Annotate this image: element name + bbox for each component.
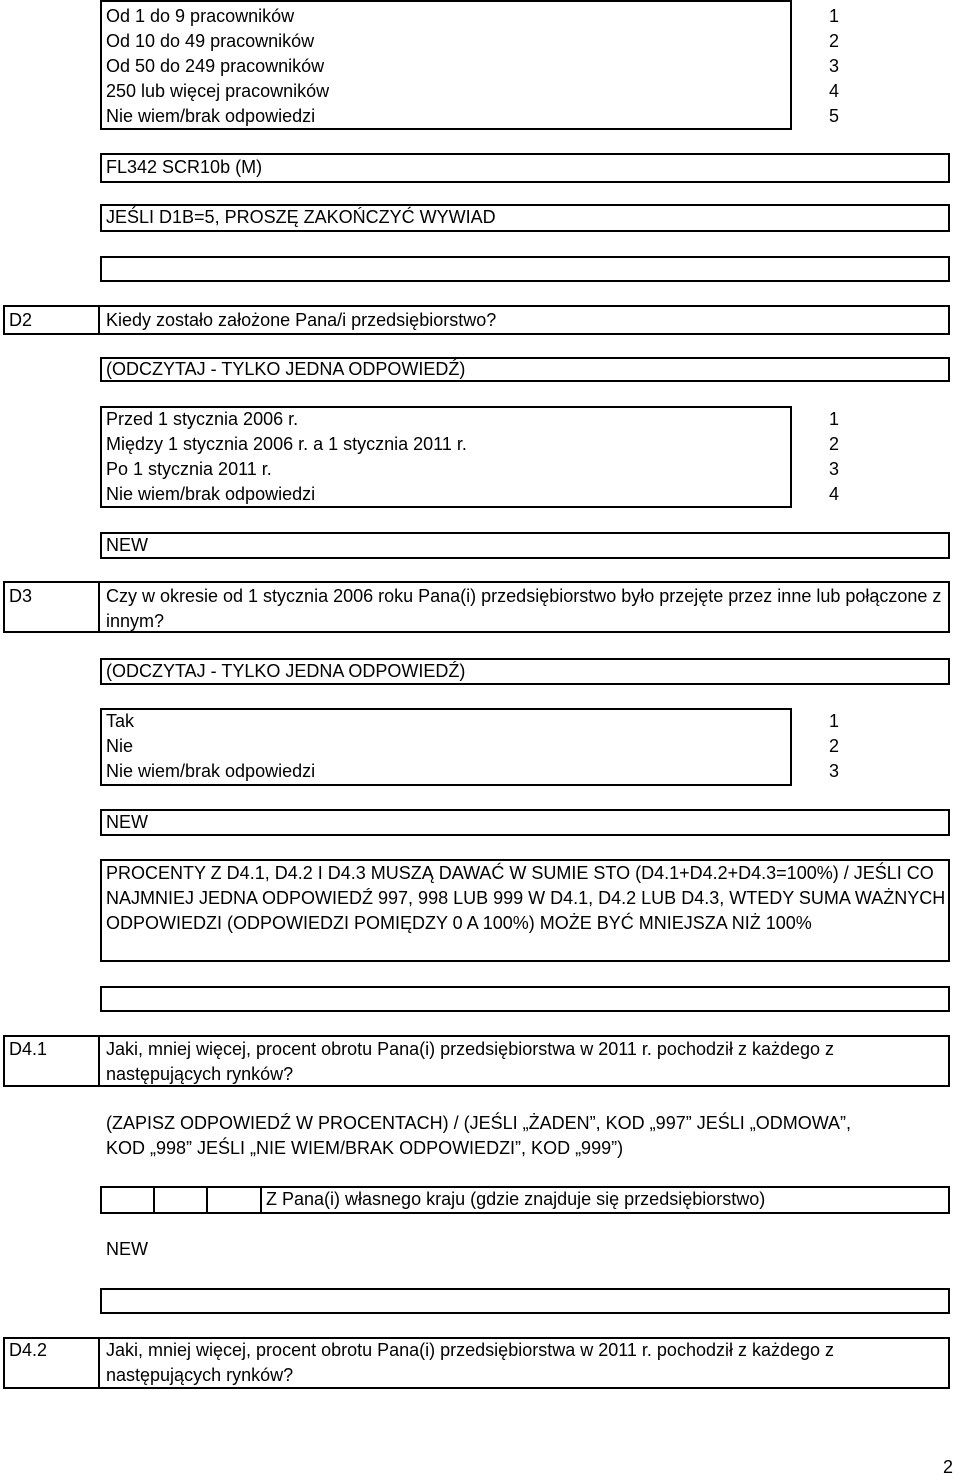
option-code: 2: [828, 31, 839, 51]
question-text: Kiedy zostało założone Pana/i przedsiębiorstwo?: [106, 310, 497, 330]
empty-box: [100, 256, 950, 282]
option-label: Nie: [106, 736, 134, 756]
end-instruction: JEŚLI D1B=5, PROSZĘ ZAKOŃCZYĆ WYWIAD: [106, 207, 496, 227]
option-code: 4: [828, 484, 839, 504]
option-code: 3: [828, 459, 839, 479]
question-text: Jaki, mniej więcej, procent obrotu Pana(i) przedsiębiorstwa w 2011 r. pochodził z każdego z następujących rynków?: [106, 1340, 835, 1385]
question-text: Jaki, mniej więcej, procent obrotu Pana(i) przedsiębiorstwa w 2011 r. pochodził z każdego z następujących rynków?: [106, 1039, 835, 1084]
option-label: Od 10 do 49 pracowników: [106, 31, 315, 51]
script-ref: FL342 SCR10b (M): [106, 157, 263, 177]
percent-digit-cell[interactable]: [155, 1186, 208, 1214]
option-code: 5: [828, 106, 839, 126]
percent-digit-cell[interactable]: [100, 1186, 155, 1214]
option-code: 1: [828, 409, 839, 429]
option-code: 4: [828, 81, 839, 101]
option-code: 2: [828, 736, 839, 756]
option-code: 2: [828, 434, 839, 454]
question-text: Czy w okresie od 1 stycznia 2006 roku Pana(i) przedsiębiorstwo było przejęte przez inne lub połączone z innym?: [106, 586, 942, 631]
option-label: Po 1 stycznia 2011 r.: [106, 459, 272, 479]
option-label: Przed 1 stycznia 2006 r.: [106, 409, 299, 429]
question-id: D2: [9, 310, 33, 330]
new-box: [100, 532, 950, 559]
question-divider: [98, 1035, 100, 1087]
market-label: Z Pana(i) własnego kraju (gdzie znajduje się przedsiębiorstwo): [266, 1189, 766, 1209]
percent-digit-cell[interactable]: [208, 1186, 262, 1214]
option-label: Nie wiem/brak odpowiedzi: [106, 106, 316, 126]
question-id: D3: [9, 586, 33, 606]
option-code: 1: [828, 6, 839, 26]
empty-box: [100, 986, 950, 1012]
instruction-text: (ZAPISZ ODPOWIEDŹ W PROCENTACH) / (JEŚLI „ŻADEN”, KOD „997” JEŚLI „ODMOWA”, KOD „998” JEŚLI „NIE WIEM/BRAK ODPOWIEDZI”, KOD „999”): [106, 1113, 852, 1158]
option-label: Między 1 stycznia 2006 r. a 1 stycznia 2011 r.: [106, 434, 467, 454]
instruction-text: (ODCZYTAJ - TYLKO JEDNA ODPOWIEDŹ): [106, 661, 466, 681]
new-label: NEW: [106, 535, 148, 555]
option-label: Tak: [106, 711, 135, 731]
percent-entry[interactable]: [100, 1186, 262, 1214]
option-label: Od 50 do 249 pracowników: [106, 56, 325, 76]
question-divider: [98, 305, 100, 335]
option-label: 250 lub więcej pracowników: [106, 81, 330, 101]
option-label: Od 1 do 9 pracowników: [106, 6, 295, 26]
option-code: 3: [828, 56, 839, 76]
option-code: 3: [828, 761, 839, 781]
option-label: Nie wiem/brak odpowiedzi: [106, 484, 316, 504]
new-label: NEW: [106, 812, 148, 832]
new-box: [100, 809, 950, 836]
option-label: Nie wiem/brak odpowiedzi: [106, 761, 316, 781]
percent-note: PROCENTY Z D4.1, D4.2 I D4.3 MUSZĄ DAWAĆ W SUMIE STO (D4.1+D4.2+D4.3=100%) / JEŚLI CO NAJMNIEJ JEDNA ODPOWIEDŹ 997, 998 LUB 999 W D4.1, D4.2 LUB D4.3, WTEDY SUMA WAŻNYCH ODPOWIEDZI (ODPOWIEDZI POMIĘDZY 0 A 100%) MOŻE BYĆ MNIEJSZA NIŻ 100%: [106, 863, 946, 933]
new-label: NEW: [106, 1239, 148, 1259]
question-divider: [98, 1337, 100, 1389]
question-divider: [98, 581, 100, 633]
empty-box: [100, 1288, 950, 1314]
question-id: D4.2: [9, 1340, 48, 1360]
option-code: 1: [828, 711, 839, 731]
page-number: 2: [943, 1457, 954, 1477]
instruction-text: (ODCZYTAJ - TYLKO JEDNA ODPOWIEDŹ): [106, 359, 466, 379]
question-id: D4.1: [9, 1039, 48, 1059]
